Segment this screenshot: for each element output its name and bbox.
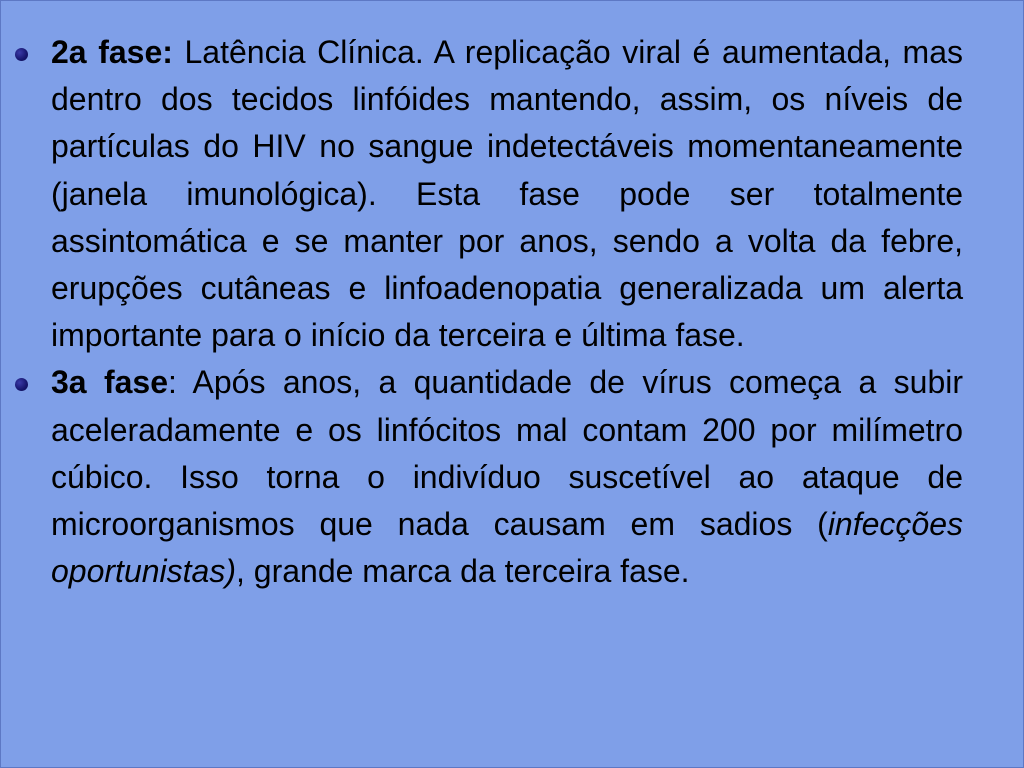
bullet-text-phase-3-before: : Após anos, a quantidade de vírus começa a subir aceleradamente e os linfócitos mal contam 200 por milímetro cúbico. Isso torna o indivíduo suscetível ao ataque de microorganismos que nada causam em sadios ( — [51, 364, 964, 543]
bullet-text-phase-2: Latência Clínica. A replicação viral é aumentada, mas dentro dos tecidos linfóides mantendo, assim, os níveis de partículas do HIV no sangue indetectáveis momentaneamente (janela imunológica). Esta fase pode ser totalmente assintomática e se manter por anos, sendo a volta da febre, erupções cutâneas e linfoadenopatia generalizada um alerta importante para o início da terceira e última fase. — [51, 34, 964, 354]
bullet-lead-phase-3: 3a fase — [51, 364, 169, 401]
bullet-list — [1, 29, 1024, 595]
bullet-dot-icon — [15, 378, 28, 391]
bullet-item-phase-3 — [1, 359, 1024, 595]
bullet-lead-phase-2: 2a fase: — [51, 34, 173, 70]
bullet-item-phase-2 — [1, 29, 1024, 359]
bullet-dot-icon — [15, 48, 28, 61]
bullet-text-phase-3-after: , grande marca da terceira fase. — [235, 553, 690, 590]
bullet-text-phase-3-italic: infecções oportunistas) — [51, 506, 963, 590]
